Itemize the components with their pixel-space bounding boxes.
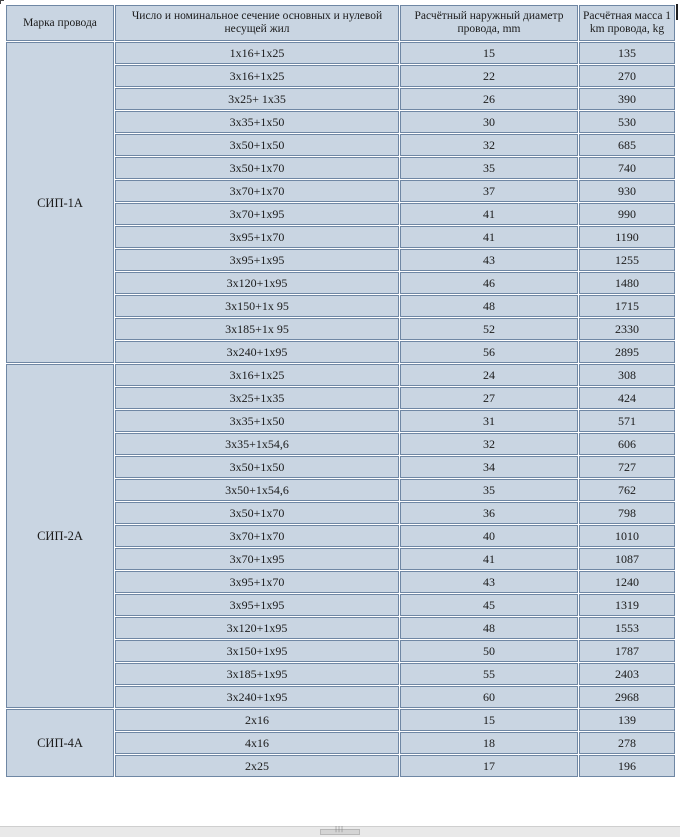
- cores-cell: 3x95+1x70: [115, 571, 399, 593]
- table-row: [6, 364, 675, 386]
- mass-cell: 308: [579, 364, 675, 386]
- cores-cell: 3x70+1x70: [115, 180, 399, 202]
- diameter-cell: 35: [400, 479, 578, 501]
- diameter-cell: 46: [400, 272, 578, 294]
- cores-cell: 3x50+1x70: [115, 157, 399, 179]
- diameter-cell: 50: [400, 640, 578, 662]
- mass-cell: 135: [579, 42, 675, 64]
- diameter-cell: 56: [400, 341, 578, 363]
- cores-cell: 3x240+1x95: [115, 341, 399, 363]
- cores-cell: 2x25: [115, 755, 399, 777]
- cores-cell: 3x70+1x70: [115, 525, 399, 547]
- diameter-cell: 48: [400, 617, 578, 639]
- cores-cell: 3x240+1x95: [115, 686, 399, 708]
- scrollbar-grip-icon: |||: [335, 826, 345, 833]
- mass-cell: 798: [579, 502, 675, 524]
- cores-cell: 3x35+1x50: [115, 111, 399, 133]
- table-row: [6, 709, 675, 731]
- header-brand: Марка провода: [6, 5, 114, 41]
- diameter-cell: 41: [400, 203, 578, 225]
- diameter-cell: 15: [400, 709, 578, 731]
- brand-cell: СИП-1А: [6, 42, 114, 363]
- brand-cell: СИП-2А: [6, 364, 114, 708]
- mass-cell: 990: [579, 203, 675, 225]
- mass-cell: 1480: [579, 272, 675, 294]
- diameter-cell: 40: [400, 525, 578, 547]
- cores-cell: 3x35+1x50: [115, 410, 399, 432]
- cores-cell: 1x16+1x25: [115, 42, 399, 64]
- text-cursor: [676, 4, 678, 20]
- mass-cell: 1240: [579, 571, 675, 593]
- header-row: [6, 5, 675, 41]
- diameter-cell: 30: [400, 111, 578, 133]
- mass-cell: 606: [579, 433, 675, 455]
- mass-cell: 2403: [579, 663, 675, 685]
- diameter-cell: 17: [400, 755, 578, 777]
- diameter-cell: 18: [400, 732, 578, 754]
- cores-cell: 3x50+1x70: [115, 502, 399, 524]
- cores-cell: 3x50+1x50: [115, 134, 399, 156]
- header-mass: Расчётная масса 1 km провода, kg: [579, 5, 675, 41]
- mass-cell: 1715: [579, 295, 675, 317]
- mass-cell: 930: [579, 180, 675, 202]
- mass-cell: 1787: [579, 640, 675, 662]
- mass-cell: 1190: [579, 226, 675, 248]
- diameter-cell: 37: [400, 180, 578, 202]
- table-row: [6, 42, 675, 64]
- diameter-cell: 43: [400, 249, 578, 271]
- mass-cell: 685: [579, 134, 675, 156]
- cores-cell: 3x35+1x54,6: [115, 433, 399, 455]
- diameter-cell: 55: [400, 663, 578, 685]
- diameter-cell: 24: [400, 364, 578, 386]
- cores-cell: 4x16: [115, 732, 399, 754]
- mass-cell: 530: [579, 111, 675, 133]
- mass-cell: 740: [579, 157, 675, 179]
- mass-cell: 571: [579, 410, 675, 432]
- diameter-cell: 48: [400, 295, 578, 317]
- mass-cell: 762: [579, 479, 675, 501]
- header-cores: Число и номинальное сечение основных и нулевой несущей жил: [115, 5, 399, 41]
- cores-cell: 3x70+1x95: [115, 548, 399, 570]
- cores-cell: 3x25+1x35: [115, 387, 399, 409]
- cores-cell: 3x95+1x70: [115, 226, 399, 248]
- diameter-cell: 35: [400, 157, 578, 179]
- diameter-cell: 34: [400, 456, 578, 478]
- diameter-cell: 15: [400, 42, 578, 64]
- mass-cell: 196: [579, 755, 675, 777]
- diameter-cell: 36: [400, 502, 578, 524]
- diameter-cell: 32: [400, 134, 578, 156]
- diameter-cell: 41: [400, 548, 578, 570]
- table-body: [6, 42, 675, 777]
- cores-cell: 3x50+1x54,6: [115, 479, 399, 501]
- cores-cell: 3x185+1x95: [115, 663, 399, 685]
- mass-cell: 2330: [579, 318, 675, 340]
- cores-cell: 3x16+1x25: [115, 65, 399, 87]
- cores-cell: 3x185+1x 95: [115, 318, 399, 340]
- horizontal-scrollbar[interactable]: [0, 826, 680, 837]
- mass-cell: 390: [579, 88, 675, 110]
- mass-cell: 2968: [579, 686, 675, 708]
- cores-cell: 3x25+ 1x35: [115, 88, 399, 110]
- mass-cell: 424: [579, 387, 675, 409]
- cable-spec-table: [5, 4, 676, 778]
- mass-cell: 1319: [579, 594, 675, 616]
- mass-cell: 278: [579, 732, 675, 754]
- cores-cell: 3x70+1x95: [115, 203, 399, 225]
- cores-cell: 3x120+1x95: [115, 272, 399, 294]
- mass-cell: 2895: [579, 341, 675, 363]
- mass-cell: 727: [579, 456, 675, 478]
- diameter-cell: 27: [400, 387, 578, 409]
- diameter-cell: 26: [400, 88, 578, 110]
- diameter-cell: 52: [400, 318, 578, 340]
- diameter-cell: 32: [400, 433, 578, 455]
- brand-cell: СИП-4А: [6, 709, 114, 777]
- diameter-cell: 43: [400, 571, 578, 593]
- cores-cell: 2x16: [115, 709, 399, 731]
- diameter-cell: 60: [400, 686, 578, 708]
- diameter-cell: 31: [400, 410, 578, 432]
- header-diameter: Расчётный наружный диаметр провода, mm: [400, 5, 578, 41]
- table-header: [6, 5, 675, 41]
- cores-cell: 3x16+1x25: [115, 364, 399, 386]
- cores-cell: 3x150+1x95: [115, 640, 399, 662]
- mass-cell: 1255: [579, 249, 675, 271]
- cores-cell: 3x95+1x95: [115, 594, 399, 616]
- diameter-cell: 41: [400, 226, 578, 248]
- mass-cell: 1553: [579, 617, 675, 639]
- cores-cell: 3x50+1x50: [115, 456, 399, 478]
- corner-mark: [0, 0, 4, 4]
- diameter-cell: 22: [400, 65, 578, 87]
- cores-cell: 3x150+1x 95: [115, 295, 399, 317]
- cores-cell: 3x95+1x95: [115, 249, 399, 271]
- mass-cell: 1087: [579, 548, 675, 570]
- cores-cell: 3x120+1x95: [115, 617, 399, 639]
- mass-cell: 270: [579, 65, 675, 87]
- mass-cell: 139: [579, 709, 675, 731]
- diameter-cell: 45: [400, 594, 578, 616]
- mass-cell: 1010: [579, 525, 675, 547]
